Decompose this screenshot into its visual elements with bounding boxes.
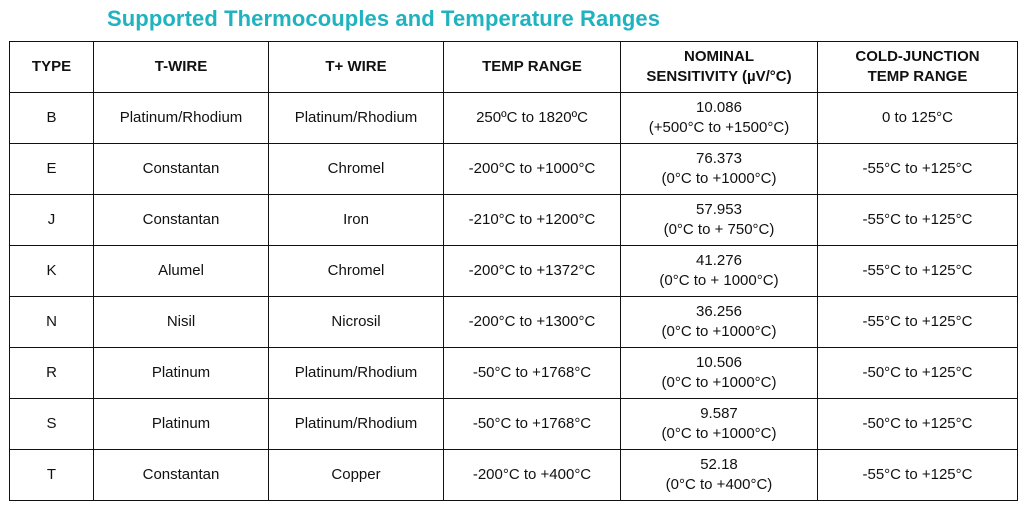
cell-temp-range: -50°C to +1768°C [444,399,621,450]
table-row [10,297,1018,348]
sensitivity-range: (0°C to +1000°C) [661,170,777,187]
cell-t-minus-wire: Platinum [94,348,269,399]
cell-temp-range: 250ºC to 1820ºC [444,93,621,144]
cell-type: T [10,450,94,501]
cell-t-minus-wire: Platinum [94,399,269,450]
sensitivity-range: (0°C to +1000°C) [661,323,777,340]
cell-temp-range: -50°C to +1768°C [444,348,621,399]
cell-type: J [10,195,94,246]
cell-t-plus-wire: Platinum/Rhodium [269,93,444,144]
table-row [10,144,1018,195]
cell-t-plus-wire: Chromel [269,144,444,195]
cell-temp-range: -210°C to +1200°C [444,195,621,246]
header-cold-junction [818,42,1018,93]
cell-sensitivity [621,93,818,144]
cell-t-minus-wire: Constantan [94,195,269,246]
cell-sensitivity [621,297,818,348]
table-row [10,246,1018,297]
cell-cold-junction: -50°C to +125°C [818,399,1018,450]
sensitivity-value: 57.953 [696,201,742,218]
header-t-plus-wire: T+ WIRE [269,42,444,93]
cell-t-plus-wire: Platinum/Rhodium [269,348,444,399]
cell-temp-range: -200°C to +400°C [444,450,621,501]
table-row [10,195,1018,246]
cell-type: S [10,399,94,450]
sensitivity-value: 9.587 [700,405,738,422]
header-temp-range: TEMP RANGE [444,42,621,93]
header-sensitivity-line1: NOMINAL [684,48,754,65]
cell-t-plus-wire: Chromel [269,246,444,297]
sensitivity-value: 36.256 [696,303,742,320]
cell-cold-junction: -55°C to +125°C [818,297,1018,348]
cell-t-minus-wire: Constantan [94,144,269,195]
header-cold-junction-line1: COLD-JUNCTION [855,48,980,65]
cell-cold-junction: -55°C to +125°C [818,450,1018,501]
cell-t-minus-wire: Nisil [94,297,269,348]
cell-sensitivity [621,195,818,246]
cell-temp-range: -200°C to +1372°C [444,246,621,297]
cell-type: E [10,144,94,195]
sensitivity-value: 41.276 [696,252,742,269]
table-row [10,399,1018,450]
cell-cold-junction: -55°C to +125°C [818,246,1018,297]
table-row [10,348,1018,399]
cell-t-plus-wire: Iron [269,195,444,246]
sensitivity-value: 10.086 [696,99,742,116]
cell-t-minus-wire: Platinum/Rhodium [94,93,269,144]
cell-type: N [10,297,94,348]
sensitivity-range: (0°C to + 1000°C) [659,272,779,289]
cell-sensitivity [621,450,818,501]
cell-cold-junction: -55°C to +125°C [818,195,1018,246]
sensitivity-range: (+500°C to +1500°C) [648,119,790,136]
sensitivity-range: (0°C to +1000°C) [661,425,777,442]
table-row [10,93,1018,144]
thermocouple-table [9,41,1018,501]
table-header-row [10,42,1018,93]
cell-t-minus-wire: Constantan [94,450,269,501]
sensitivity-value: 76.373 [696,150,742,167]
header-sensitivity-line2: SENSITIVITY (µV/°C) [646,68,792,85]
header-type: TYPE [10,42,94,93]
header-t-minus-wire: T-WIRE [94,42,269,93]
page-title: Supported Thermocouples and Temperature Ranges [107,6,661,31]
cell-type: K [10,246,94,297]
cell-sensitivity [621,399,818,450]
cell-sensitivity [621,348,818,399]
sensitivity-value: 52.18 [700,456,738,473]
header-cold-junction-line2: TEMP RANGE [867,68,968,85]
cell-temp-range: -200°C to +1000°C [444,144,621,195]
cell-sensitivity [621,246,818,297]
cell-sensitivity [621,144,818,195]
sensitivity-value: 10.506 [696,354,742,371]
sensitivity-range: (0°C to +1000°C) [661,374,777,391]
cell-temp-range: -200°C to +1300°C [444,297,621,348]
cell-cold-junction: -50°C to +125°C [818,348,1018,399]
sensitivity-range: (0°C to +400°C) [665,476,773,493]
cell-cold-junction: -55°C to +125°C [818,144,1018,195]
header-sensitivity [621,42,818,93]
cell-t-plus-wire: Platinum/Rhodium [269,399,444,450]
table-row [10,450,1018,501]
cell-t-minus-wire: Alumel [94,246,269,297]
cell-t-plus-wire: Nicrosil [269,297,444,348]
cell-t-plus-wire: Copper [269,450,444,501]
cell-type: B [10,93,94,144]
cell-cold-junction: 0 to 125°C [818,93,1018,144]
sensitivity-range: (0°C to + 750°C) [663,221,775,238]
cell-type: R [10,348,94,399]
